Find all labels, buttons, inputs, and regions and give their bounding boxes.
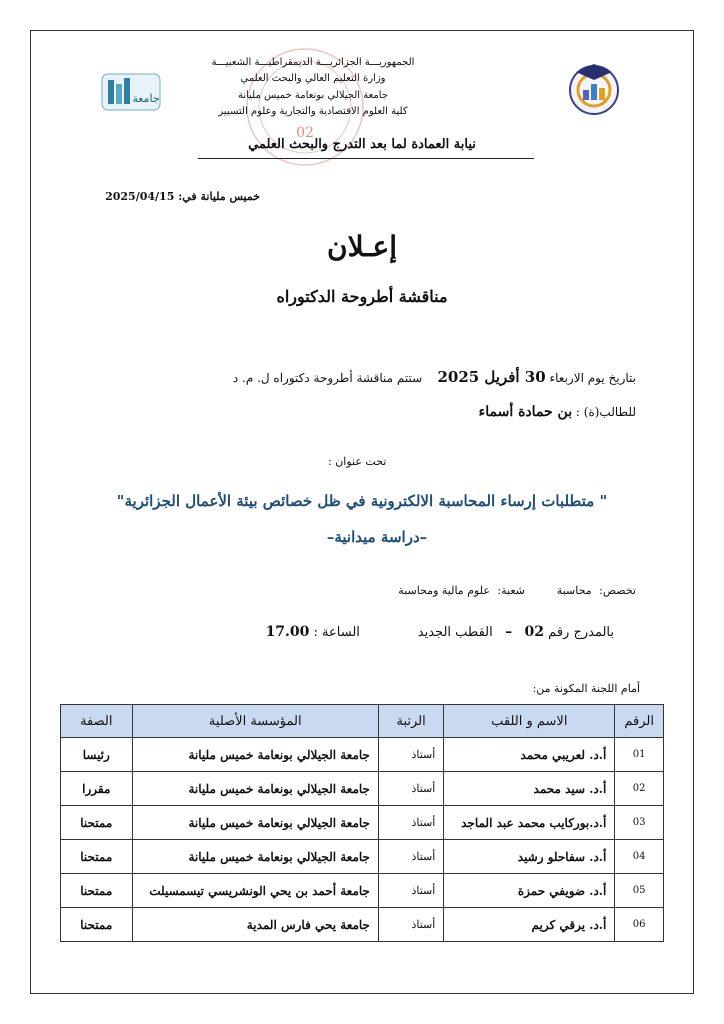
student-name: بن حمادة أسماء — [478, 404, 573, 420]
row-role: ممتحنا — [61, 840, 133, 874]
header-republic: الجمهوريـــة الجزائريـــة الديمقراطيـــة الشعبيـــة — [211, 57, 415, 68]
date-value: 2025/04/15 — [105, 190, 175, 203]
thesis-subtitle: –دراسة ميدانية– — [326, 528, 428, 546]
row-rank: أستاذ — [378, 738, 443, 772]
row-rank: أستاذ — [378, 840, 443, 874]
defense-date-line — [233, 368, 636, 386]
row-role: مقررا — [61, 772, 133, 806]
specialty-line — [394, 584, 636, 597]
jury-table — [60, 704, 664, 942]
venue-dash: – — [505, 624, 513, 640]
vice-deanship: نيابة العمادة لما بعد التدرج والبحث العلمي — [248, 137, 476, 152]
left-logo-text: جامعة — [132, 92, 160, 105]
table-row — [61, 772, 664, 806]
row-institution: جامعة الجيلالي بونعامة خميس مليانة — [132, 738, 378, 772]
specialty-label: تخصص: — [599, 584, 636, 597]
row-institution: جامعة الجيلالي بونعامة خميس مليانة — [132, 772, 378, 806]
stamp-number: 02 — [296, 125, 314, 141]
header-num: الرقم — [615, 705, 664, 738]
intro-rest: ستتم مناقشة أطروحة دكتوراه ل. م. د — [232, 371, 423, 385]
row-num: 02 — [615, 772, 664, 806]
table-row — [61, 738, 664, 772]
under-title-label: تحت عنوان : — [328, 455, 387, 468]
branch-label: شعبة: — [497, 584, 525, 597]
row-num: 01 — [615, 738, 664, 772]
row-num: 03 — [615, 806, 664, 840]
row-role: ممتحنا — [61, 806, 133, 840]
row-name: أ.د.بوركايب محمد عبد الماجد — [444, 806, 615, 840]
row-institution: جامعة الجيلالي بونعامة خميس مليانة — [132, 806, 378, 840]
place-prefix: بالمدرج رقم — [548, 625, 614, 640]
time-label: الساعة : — [313, 625, 360, 640]
row-rank: أستاذ — [378, 806, 443, 840]
table-row — [61, 840, 664, 874]
row-name: أ.د. يرقي كريم — [444, 908, 615, 942]
row-rank: أستاذ — [378, 908, 443, 942]
header-role: الصفة — [61, 705, 133, 738]
announcement-title: إعـلان — [327, 230, 397, 263]
row-name: أ.د. سيد محمد — [444, 772, 615, 806]
header-institution: المؤسسة الأصلية — [132, 705, 378, 738]
row-name: أ.د. لعريبي محمد — [444, 738, 615, 772]
intro-text: بتاريخ يوم الاربعاء — [549, 371, 636, 385]
student-label: للطالب(ة) : — [575, 405, 636, 419]
table-row — [61, 908, 664, 942]
header-name: الاسم و اللقب — [444, 705, 615, 738]
row-institution: جامعة يحي فارس المدية — [132, 908, 378, 942]
header-ministry: وزارة التعليم العالي والبحث العلمي — [240, 73, 386, 84]
row-rank: أستاذ — [378, 874, 443, 908]
university-logo-left — [100, 68, 162, 116]
defense-day: 30 أفريل 2025 — [437, 368, 546, 386]
header-rank: الرتبة — [378, 705, 443, 738]
committee-label: أمام اللجنة المكونة من: — [532, 682, 640, 695]
thesis-title: " متطلبات إرساء المحاسبة الالكترونية في ظل خصائص بيئة الأعمال الجزائرية" — [116, 492, 608, 510]
venue-line — [266, 624, 614, 640]
header-divider — [198, 158, 534, 159]
campus-name: القطب الجديد — [417, 625, 493, 640]
announcement-subtitle: مناقشة أطروحة الدكتوراه — [276, 287, 448, 306]
table-row — [61, 874, 664, 908]
row-rank: أستاذ — [378, 772, 443, 806]
row-role: رئيسا — [61, 738, 133, 772]
header-faculty: كلية العلوم الاقتصادية والتجارية وعلوم التسيير — [218, 106, 408, 117]
row-name: أ.د. سفاحلو رشيد — [444, 840, 615, 874]
hall-number: 02 — [524, 624, 545, 640]
row-num: 05 — [615, 874, 664, 908]
header-university: جامعة الجيلالي بونعامة خميس مليانة — [237, 90, 389, 101]
branch-value: علوم مالية ومحاسبة — [398, 584, 490, 597]
faculty-logo-right — [562, 56, 626, 120]
row-role: ممتحنا — [61, 908, 133, 942]
row-role: ممتحنا — [61, 874, 133, 908]
row-institution: جامعة الجيلالي بونعامة خميس مليانة — [132, 840, 378, 874]
specialty-value: محاسبة — [556, 584, 592, 597]
table-row — [61, 806, 664, 840]
date-line — [105, 190, 260, 203]
time-value: 17.00 — [265, 624, 310, 640]
jury-table-header — [61, 705, 664, 738]
row-num: 06 — [615, 908, 664, 942]
student-line — [479, 404, 636, 420]
row-num: 04 — [615, 840, 664, 874]
row-institution: جامعة أحمد بن يحي الونشريسي تيسمسيلت — [132, 874, 378, 908]
row-name: أ.د. ضويفي حمزة — [444, 874, 615, 908]
date-label: خميس مليانة في: — [178, 190, 260, 203]
